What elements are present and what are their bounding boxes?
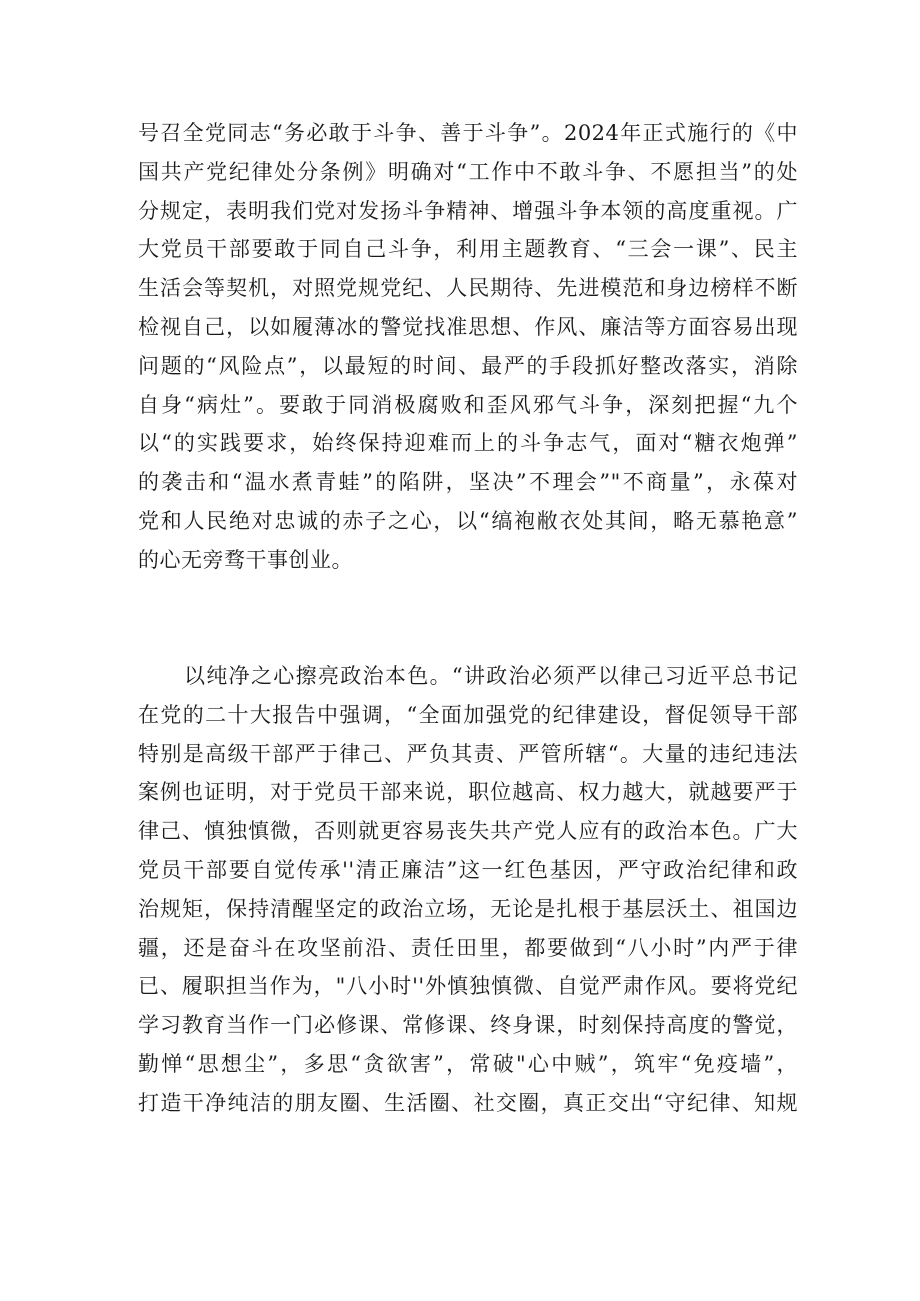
- text-line: 生活会等契机，对照党规党纪、人民期待、先进模范和身边榜样不断: [138, 276, 798, 301]
- text-line: 大党员干部要敢于同自己斗争，利用主题教育、“三会一课”、民主: [138, 237, 798, 262]
- text-line: 已、履职担当作为，"八小时''外慎独慎微、自觉严肃作风。要将党纪: [138, 974, 798, 999]
- text-line: 分规定，表明我们党对发扬斗争精神、增强斗争本领的高度重视。广: [138, 198, 798, 223]
- text-line: 以“的实践要求，始终保持迎难而上的斗争志气，面对“糖衣炮弹”: [138, 431, 798, 456]
- text-line: 问题的“风险点”，以最短的时间、最严的手段抓好整改落实，消除: [138, 353, 798, 378]
- text-line: 党和人民绝对忠诚的赤子之心，以“缟袍敝衣处其间，略无慕艳意”: [138, 508, 798, 533]
- text-line: 自身“病灶”。要敢于同消极腐败和歪风邪气斗争，深刻把握“九个: [138, 392, 798, 417]
- text-line: 特别是高级干部严于律己、严负其责、严管所辖“。大量的违纪违法: [138, 741, 798, 766]
- text-line: 号召全党同志“务必敢于斗争、善于斗争”。2024年正式施行的《中: [138, 121, 798, 145]
- paragraph-political-integrity: [138, 657, 798, 1123]
- text-line: 打造干净纯洁的朋友圈、生活圈、社交圈，真正交出“守纪律、知规: [138, 1090, 798, 1115]
- text-line: 治规矩，保持清醒坚定的政治立场，无论是扎根于基层沃土、祖国边: [138, 896, 798, 921]
- text-line: 学习教育当作一门必修课、常修课、终身课，时刻保持高度的警觉，: [138, 1013, 798, 1038]
- text-line: 的心无旁骛干事创业。: [138, 547, 353, 572]
- text-line: 以纯净之心擦亮政治本色。“讲政治必须严以律己习近平总书记: [184, 664, 798, 688]
- text-line: 勤惮“思想尘”，多思“贪欲害”，常破"心中贼”，筑牢“免疫墙”，: [138, 1051, 798, 1076]
- text-line: 党员干部要自觉传承''清正廉洁”这一红色基因，严守政治纪律和政: [138, 857, 798, 882]
- text-line: 律己、慎独慎微，否则就更容易丧失共产党人应有的政治本色。广大: [138, 819, 798, 844]
- text-line: 国共产党纪律处分条例》明确对“工作中不敢斗争、不愿担当”的处: [138, 159, 798, 184]
- text-line: 案例也证明，对于党员干部来说，职位越高、权力越大，就越要严于: [138, 780, 798, 805]
- text-line: 疆，还是奋斗在攻坚前沿、责任田里，都要做到“八小时”内严于律: [138, 935, 798, 960]
- text-line: 在党的二十大报告中强调，“全面加强党的纪律建设，督促领导干部: [138, 702, 798, 727]
- paragraph-struggle: [138, 114, 798, 580]
- text-line: 的袭击和“温水煮青蛙”的陷阱，坚决”不理会”"不商量”，永葆对: [138, 470, 798, 495]
- text-line: 检视自己，以如履薄冰的警觉找准思想、作风、廉洁等方面容易出现: [138, 314, 798, 339]
